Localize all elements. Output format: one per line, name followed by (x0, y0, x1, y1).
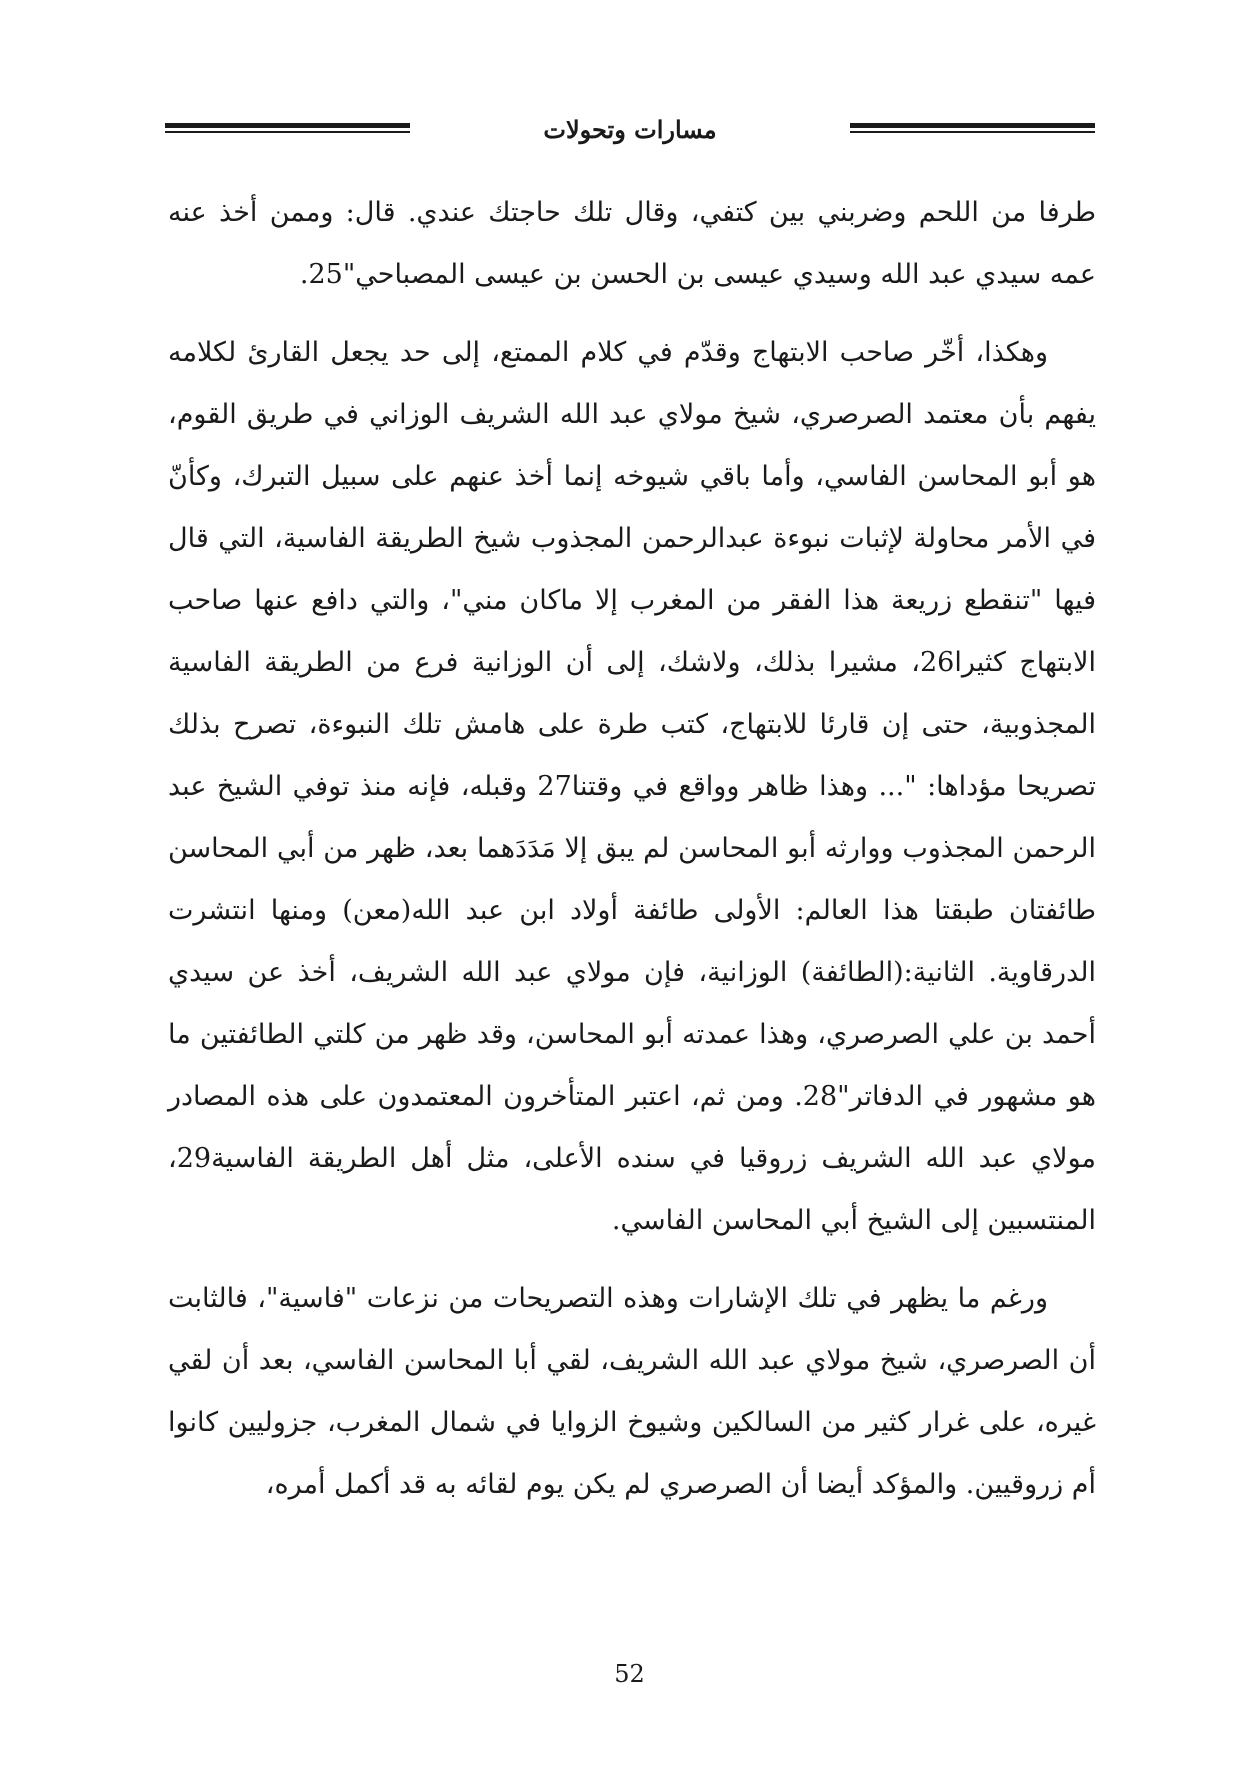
body-text (168, 182, 1096, 1532)
running-header (165, 115, 1095, 145)
running-title: مسارات وتحولات (543, 115, 717, 144)
paragraph-2: وهكذا، أخّر صاحب الابتهاج وقدّم في كلام الممتع، إلى حد يجعل القارئ لكلامه يفهم بأن معتمد الصرصري، شيخ مولاي عبد الله الشريف الوزاني في طريق القوم، هو أبو المحاسن الفاسي، وأما باقي شيوخه إنما أخذ عنهم على سبيل التبرك، وكأنّ في الأمر محاولة لإثبات نبوءة عبدالرحمن المجذوب شيخ الطريقة الفاسية، التي قال فيها "تنقطع زريعة هذا الفقر من المغرب إلا ماكان مني"، والتي دافع عنها صاحب الابتهاج كثيرا26، مشيرا بذلك، ولاشك، إلى أن الوزانية فرع من الطريقة الفاسية المجذوبية، حتى إن قارئا للابتهاج، كتب طرة على هامش تلك النبوءة، تصرح بذلك تصريحا مؤداها: "... وهذا ظاهر وواقع في وقتنا27 وقبله، فإنه منذ توفي الشيخ عبد الرحمن المجذوب ووارثه أبو المحاسن لم يبق إلا مَدَدَهما بعد، ظهر من أبي المحاسن طائفتان طبقتا هذا العالم: الأولى طائفة أولاد ابن عبد الله(معن) ومنها انتشرت الدرقاوية. الثانية:(الطائفة) الوزانية، فإن مولاي عبد الله الشريف، أخذ عن سيدي أحمد بن علي الصرصري، وهذا عمدته أبو المحاسن، وقد ظهر من كلتي الطائفتين ما هو مشهور في الدفاتر"28. ومن ثم، اعتبر المتأخرون المعتمدون على هذه المصادر مولاي عبد الله الشريف زروقيا في سنده الأعلى، مثل أهل الطريقة الفاسية29، المنتسبين إلى الشيخ أبي المحاسن الفاسي. (168, 337, 1096, 1236)
paragraph-1: طرفا من اللحم وضربني بين كتفي، وقال تلك حاجتك عندي. قال: وممن أخذ عنه عمه سيدي عبد الله وسيدي عيسى بن الحسن بن عيسى المصباحي"25. (168, 197, 1096, 290)
header-rule-right (850, 123, 1095, 137)
page-number: 52 (614, 1660, 645, 1688)
paragraph-3: ورغم ما يظهر في تلك الإشارات وهذه التصريحات من نزعات "فاسية"، فالثابت أن الصرصري، شيخ مولاي عبد الله الشريف، لقي أبا المحاسن الفاسي، بعد أن لقي غيره، على غرار كثير من السالكين وشيوخ الزوايا في شمال المغرب، جزوليين كانوا أم زروقيين. والمؤكد أيضا أن الصرصري لم يكن يوم لقائه به قد أكمل أمره، (168, 1283, 1096, 1500)
